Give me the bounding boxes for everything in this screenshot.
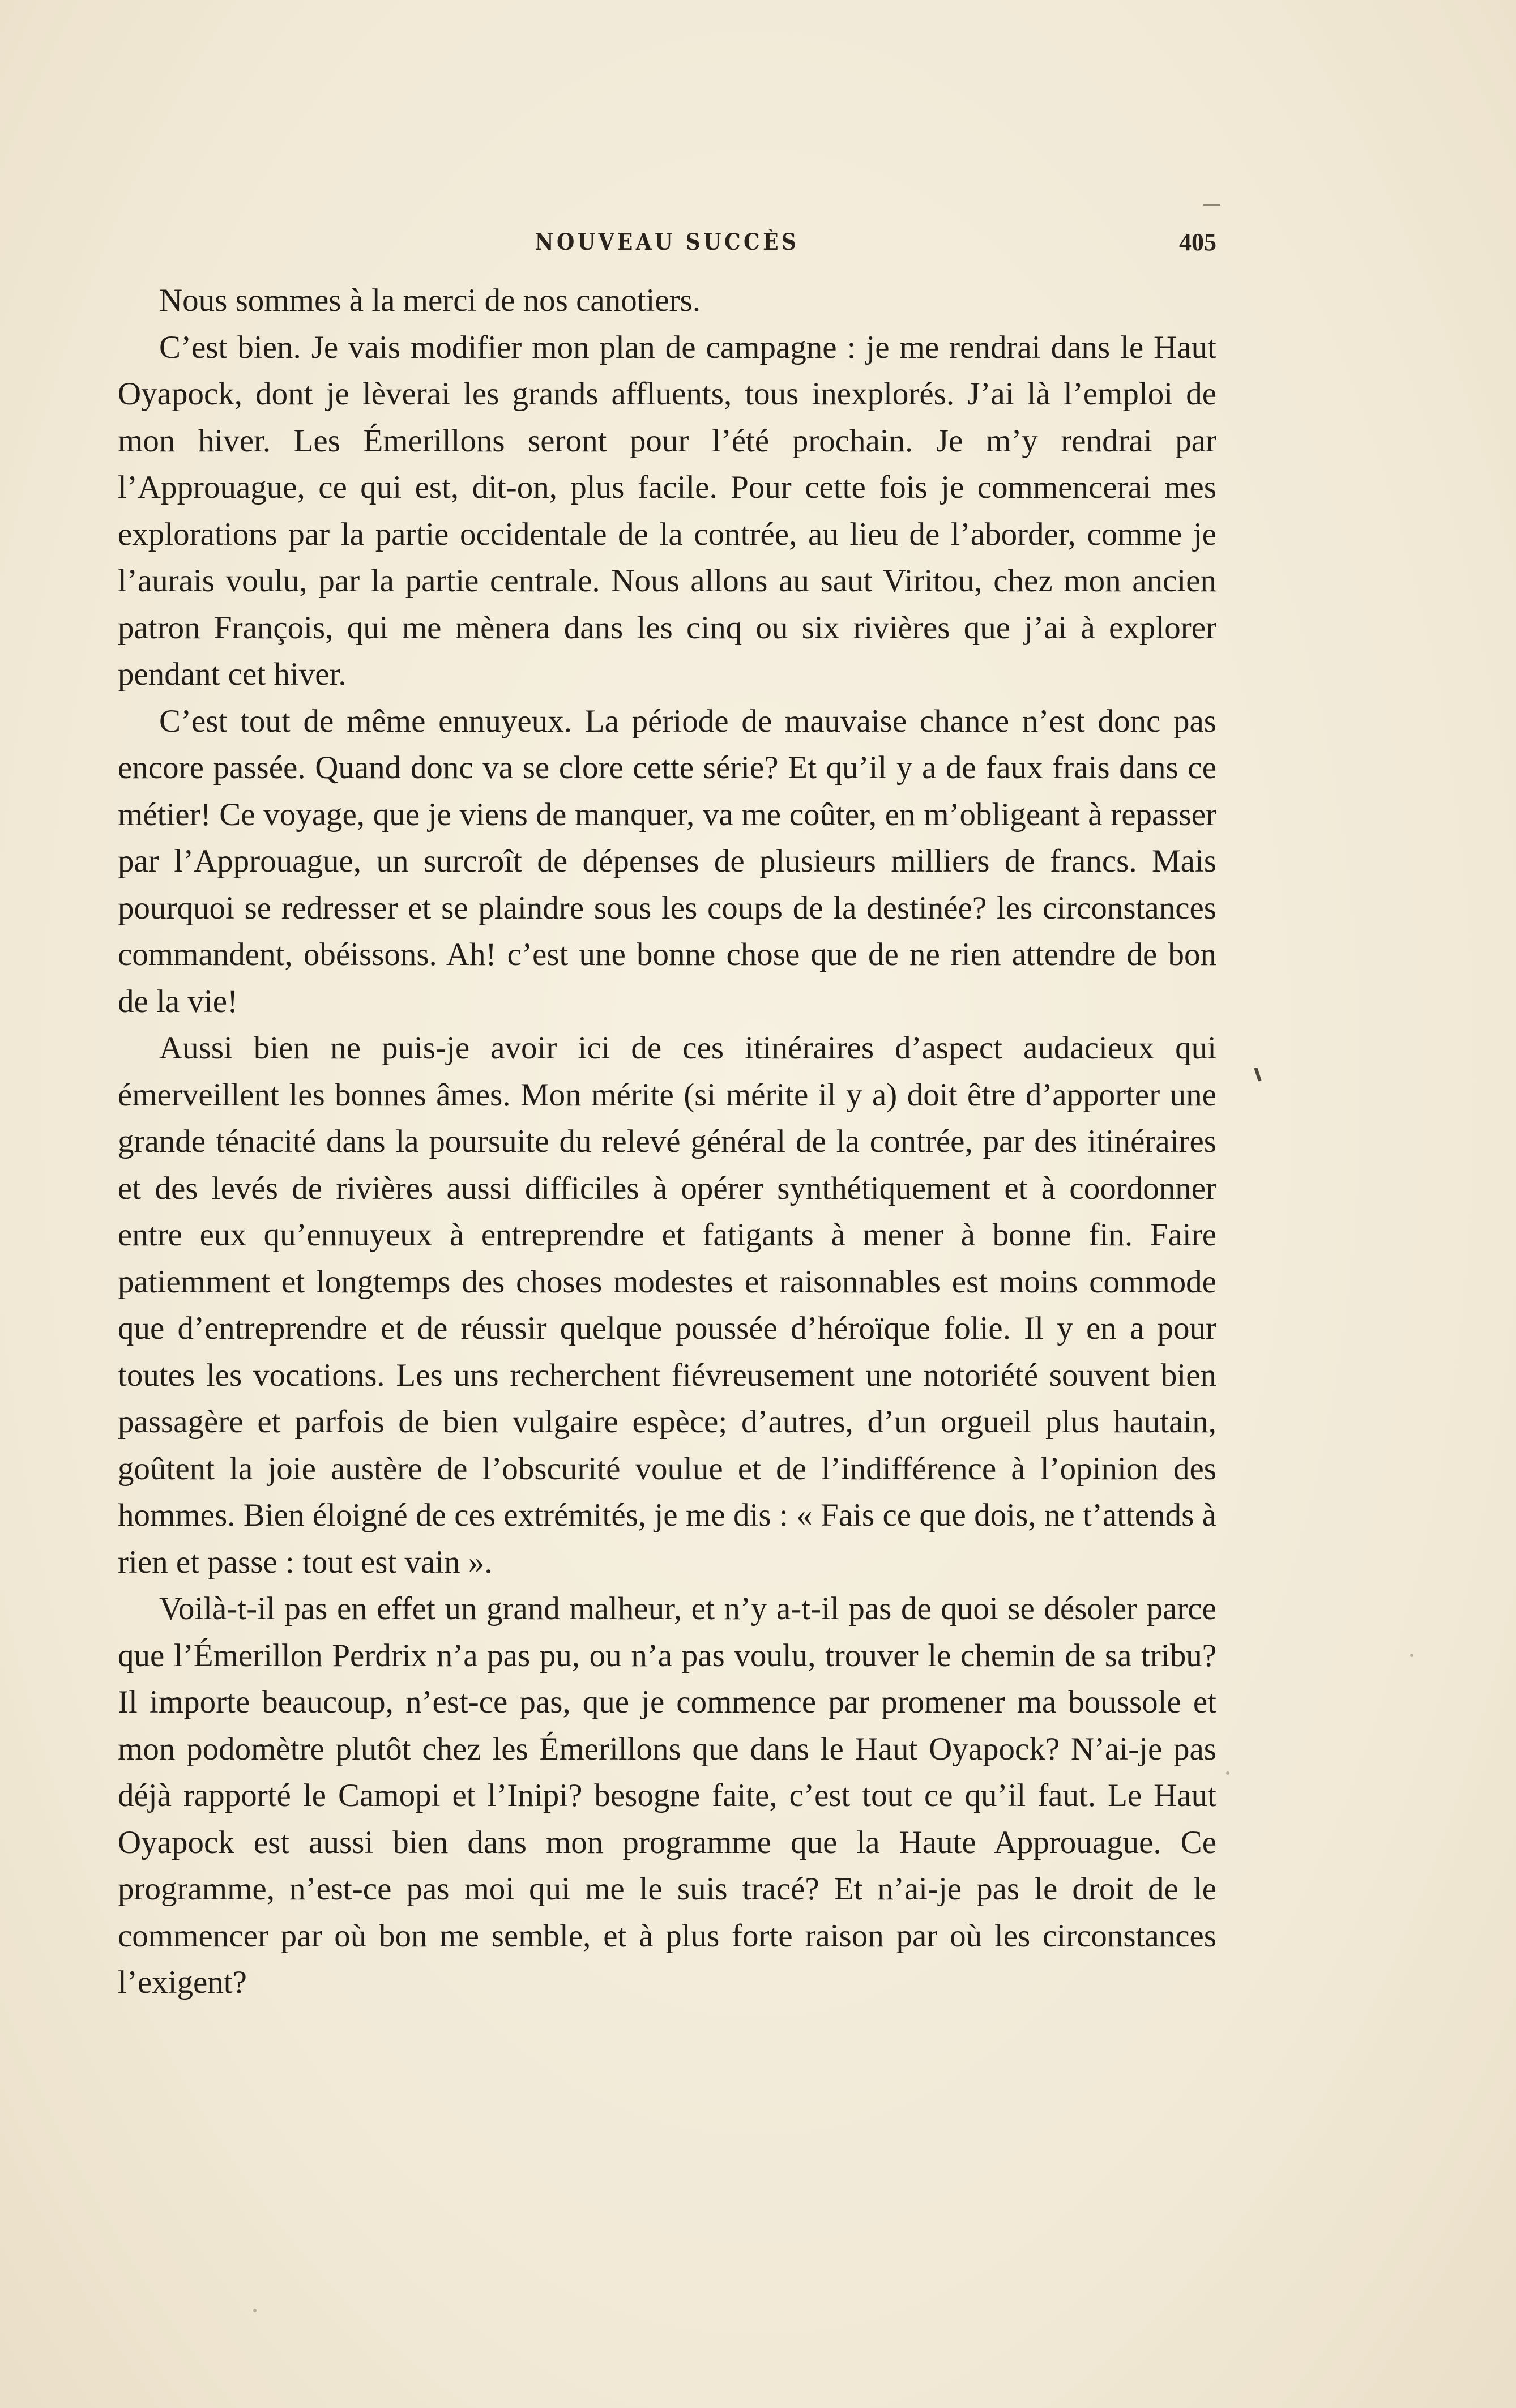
margin-mark bbox=[1254, 1068, 1261, 1082]
paper-speck bbox=[1410, 1654, 1413, 1657]
body-text bbox=[118, 277, 1216, 2006]
paragraph: Voilà-t-il pas en effet un grand malheur, et n’y a-t-il pas de quoi se désoler parce que l’Émerillon Perdrix n’a pas pu, ou n’a pas voulu, trouver le chemin de sa tribu? Il importe beaucoup, n’est-ce pas, que je commence par promener ma boussole et mon podomètre plutôt chez les Émerillons que dans le Haut Oyapock? N’ai-je pas déjà rapporté le Camopi et l’Inipi? besogne faite, c’est tout ce qu’il faut. Le Haut Oyapock est aussi bien dans mon programme que la Haute Approuague. Ce programme, n’est-ce pas moi qui me le suis tracé? Et n’ai-je pas le droit de le commencer par où bon me semble, et à plus forte raison par où les circonstances l’exigent? bbox=[118, 1591, 1216, 2000]
paragraph: Aussi bien ne puis-je avoir ici de ces itinéraires d’aspect audacieux qui émerveillent les bonnes âmes. Mon mérite (si mérite il y a) doit être d’apporter une grande ténacité dans la poursuite du relevé général de la contrée, par des itinéraires et des levés de rivières aussi difficiles à opérer synthétiquement et à coordonner entre eux qu’ennuyeux à entreprendre et fatigants à mener à bonne fin. Faire patiemment et longtemps des choses modestes et raisonnables est moins commode que d’entreprendre et de réussir quelque poussée d’héroïque folie. Il y en a pour toutes les vocations. Les uns recherchent fiévreusement une notoriété souvent bien passagère et parfois de bien vulgaire espèce; d’autres, d’un orgueil plus hautain, goûtent la joie austère de l’obscurité voulue et de l’indifférence à l’opinion des hommes. Bien éloigné de ces extrémités, je me dis : « Fais ce que dois, ne t’attends à rien et passe : tout est vain ». bbox=[118, 1030, 1216, 1580]
paragraph: Nous sommes à la merci de nos canotiers. bbox=[159, 283, 701, 318]
paper-speck bbox=[253, 2309, 257, 2312]
paragraph: C’est bien. Je vais modifier mon plan de campagne : je me rendrai dans le Haut Oyapock, dont je lèverai les grands affluents, tous inexplorés. J’ai là l’emploi de mon hiver. Les Émerillons seront pour l’été prochain. Je m’y rendrai par l’Approuague, ce qui est, dit-on, plus facile. Pour cette fois je commencerai mes explorations par la partie occidentale de la contrée, au lieu de l’aborder, comme je l’aurais voulu, par la partie centrale. Nous allons au saut Viritou, chez mon ancien patron François, qui me mènera dans les cinq ou six rivières que j’ai à explorer pendant cet hiver. bbox=[118, 329, 1216, 692]
paragraph: C’est tout de même ennuyeux. La période de mauvaise chance n’est donc pas encore passée. Quand donc va se clore cette série? Et qu’il y a de faux frais dans ce métier! Ce voyage, que je viens de manquer, va me coûter, en m’obligeant à repasser par l’Approuague, un surcroît de dépenses de plusieurs milliers de francs. Mais pourquoi se redresser et se plaindre sous les coups de la destinée? les circonstances commandent, obéissons. Ah! c’est une bonne chose que de ne rien attendre de bon de la vie! bbox=[118, 703, 1216, 1019]
running-head bbox=[118, 225, 1216, 259]
paper-speck bbox=[1226, 1771, 1229, 1775]
ink-mark bbox=[1203, 204, 1220, 206]
page-number: 405 bbox=[1179, 228, 1216, 256]
running-title: NOUVEAU SUCCÈS bbox=[535, 229, 800, 255]
